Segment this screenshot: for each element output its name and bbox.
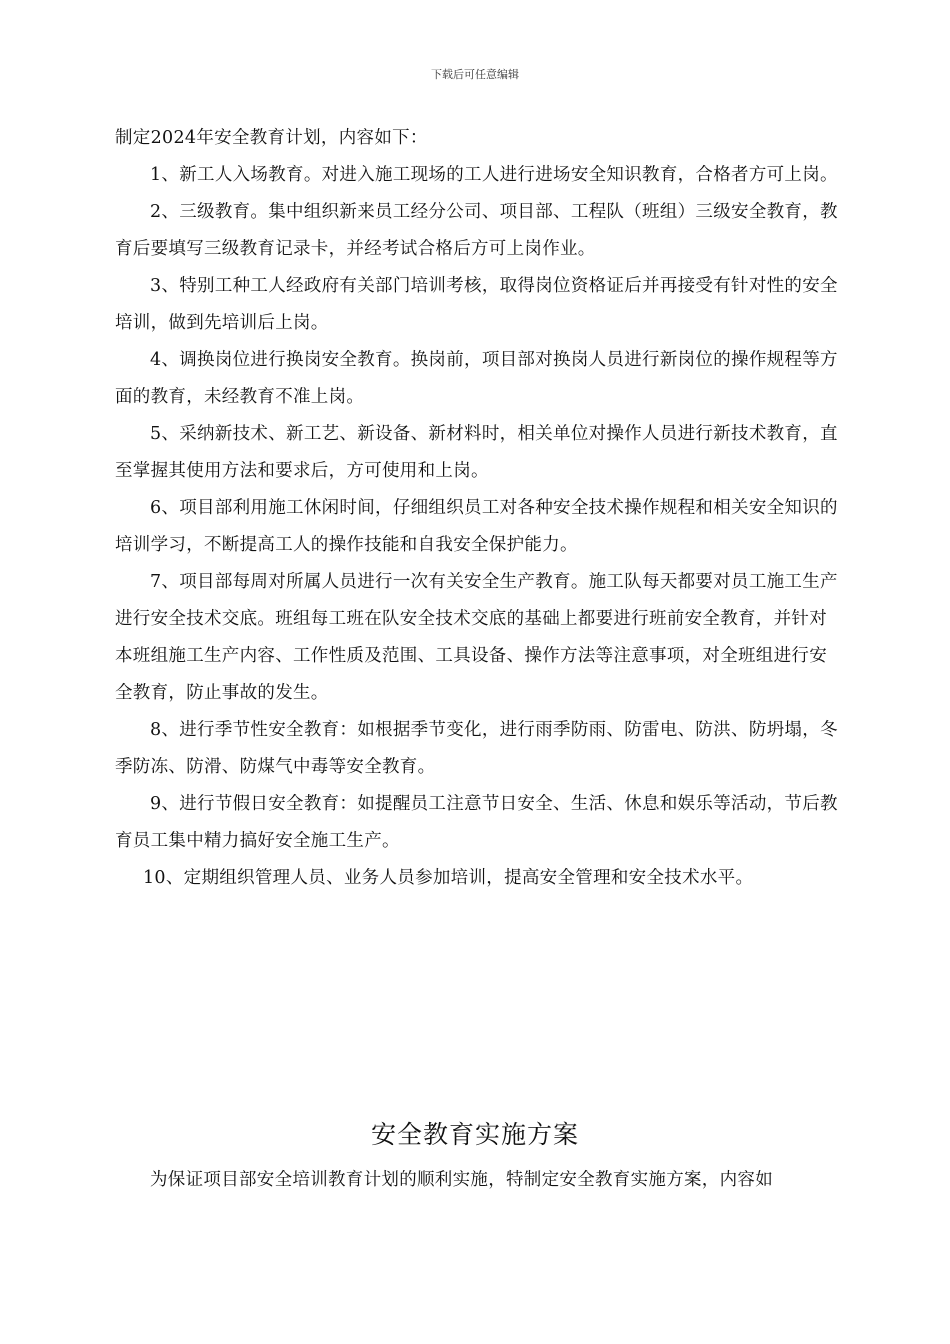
plan-item-3: 3、特别工种工人经政府有关部门培训考核，取得岗位资格证后并再接受有针对性的安全培训，做到先培训后上岗。 xyxy=(115,276,838,333)
plan-intro: 制定2024年安全教育计划，内容如下： xyxy=(115,128,428,148)
plan-item-4: 4、调换岗位进行换岗安全教育。换岗前，项目部对换岗人员进行新岗位的操作规程等方面的教育，未经教育不准上岗。 xyxy=(115,350,838,407)
plan-item-6: 6、项目部利用施工休闲时间，仔细组织员工对各种安全技术操作规程和相关安全知识的培训学习，不断提高工人的操作技能和自我安全保护能力。 xyxy=(115,498,838,555)
plan-item-1: 1、新工人入场教育。对进入施工现场的工人进行进场安全知识教育，合格者方可上岗。 xyxy=(150,165,838,185)
plan-item-5: 5、采纳新技术、新工艺、新设备、新材料时，相关单位对操作人员进行新技术教育，直至掌握其使用方法和要求后，方可使用和上岗。 xyxy=(115,424,838,481)
section-title: 安全教育实施方案 xyxy=(370,1120,579,1149)
plan-item-9: 9、进行节假日安全教育：如提醒员工注意节日安全、生活、休息和娱乐等活动，节后教育员工集中精力搞好安全施工生产。 xyxy=(115,794,838,851)
plan-item-10: 10、定期组织管理人员、业务人员参加培训，提高安全管理和安全技术水平。 xyxy=(143,868,754,888)
plan-item-7: 7、项目部每周对所属人员进行一次有关安全生产教育。施工队每天都要对员工施工生产进行安全技术交底。班组每工班在队安全技术交底的基础上都要进行班前安全教育，并针对本班组施工生产内容、工作性质及范围、工具设备、操作方法等注意事项，对全班组进行安全教育，防止事故的发生。 xyxy=(115,572,838,703)
section-paragraph: 为保证项目部安全培训教育计划的顺利实施，特制定安全教育实施方案，内容如 xyxy=(150,1170,773,1190)
plan-item-8: 8、进行季节性安全教育：如根据季节变化，进行雨季防雨、防雷电、防洪、防坍塌，冬季防冻、防滑、防煤气中毒等安全教育。 xyxy=(115,720,838,777)
plan-item-2: 2、三级教育。集中组织新来员工经分公司、项目部、工程队（班组）三级安全教育，教育后要填写三级教育记录卡，并经考试合格后方可上岗作业。 xyxy=(115,202,838,259)
plan-body xyxy=(115,120,843,897)
download-note: 下载后可任意编辑 xyxy=(431,68,519,81)
